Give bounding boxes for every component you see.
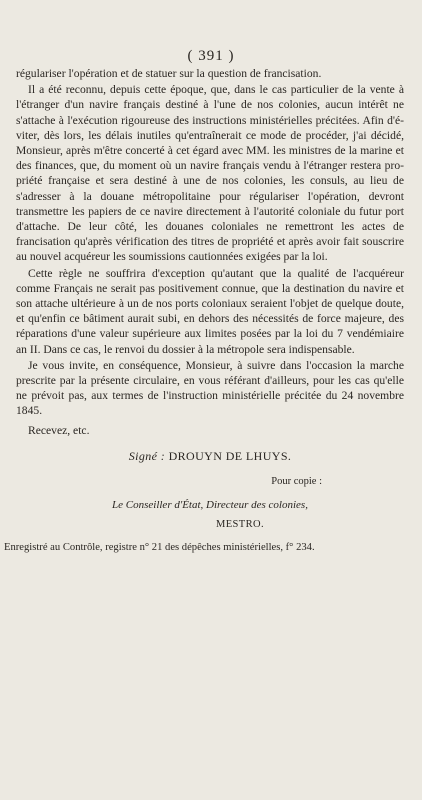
- closing-formula: Recevez, etc.: [28, 423, 90, 437]
- page-number: ( 391 ): [187, 48, 235, 64]
- paragraph-exception: Cette règle ne souffrira d'exception qu'autant que la qualité de l'acquéreur comme Français ne serait pas positivement connue, que la destination du navire et son attache ultérieure à un de nos ports coloniaux seraient l'objet de quelque doute, et qu'enfin ce bâtiment aurait subi, en dehors des nécessités de force majeure, des réparations d'une valeur supérieure aux limites posées par la loi du 7 vendémiaire an II. Dans ce cas, le renvoi du dossier à la métropole sera indispensable.: [16, 266, 404, 356]
- paragraph-continuation: régulariser l'opération et de statuer sur la question de francisation.: [16, 67, 322, 80]
- signature-prefix: Signé :: [128, 449, 166, 464]
- document-body: [4, 66, 404, 555]
- registration-note: Enregistré au Contrôle, registre n° 21 des dépêches ministérielles, f° 234.: [4, 542, 315, 554]
- pour-copie-label: Pour copie :: [271, 475, 322, 487]
- signature-name: DROUYN DE LHUYS.: [168, 449, 292, 464]
- conseiller-title: Le Conseiller d'État, Directeur des colonies,: [112, 498, 308, 511]
- signature-line: [16, 449, 404, 464]
- paragraph-invitation: Je vous invite, en conséquence, Monsieur, à suivre dans l'occasion la marche prescrite par la présente circulaire, en vous référant d'ailleurs, pour les cas qu'elle ne prévoit pas, aux termes de l'instruction ministérielle précitée du 24 novembre 1845.: [16, 358, 404, 418]
- mestro-name: MESTRO.: [215, 519, 264, 531]
- paragraph-francisation-rule: Il a été reconnu, depuis cette époque, que, dans le cas particulier de la vente à l'étranger d'un navire français destiné à l'une de nos colonies, aucun intérêt ne s'attache à l'exécution rigoureuse des instructions ministérielles précitées. Afin d'éviter, dès lors, les délais inutiles qu'entraînerait ce mode de procéder, j'ai décidé, Monsieur, après m'être concerté à cet égard avec MM. les ministres de la marine et des finances, que, du moment où un navire français vendu à l'étranger restera propriété française et sera destiné à une de nos colonies, les consuls, au lieu de s'adresser à la douane métropolitaine pour régulariser l'opération, devront transmettre les papiers de ce navire directement à l'autorité coloniale du futur port d'attache. De leur côté, les douanes coloniales ne remettront les actes de francisation qu'après vérification des titres de propriété et après avoir fait souscrire au nouvel acquéreur les soumissions cautionnées exigées par la loi.: [16, 83, 404, 264]
